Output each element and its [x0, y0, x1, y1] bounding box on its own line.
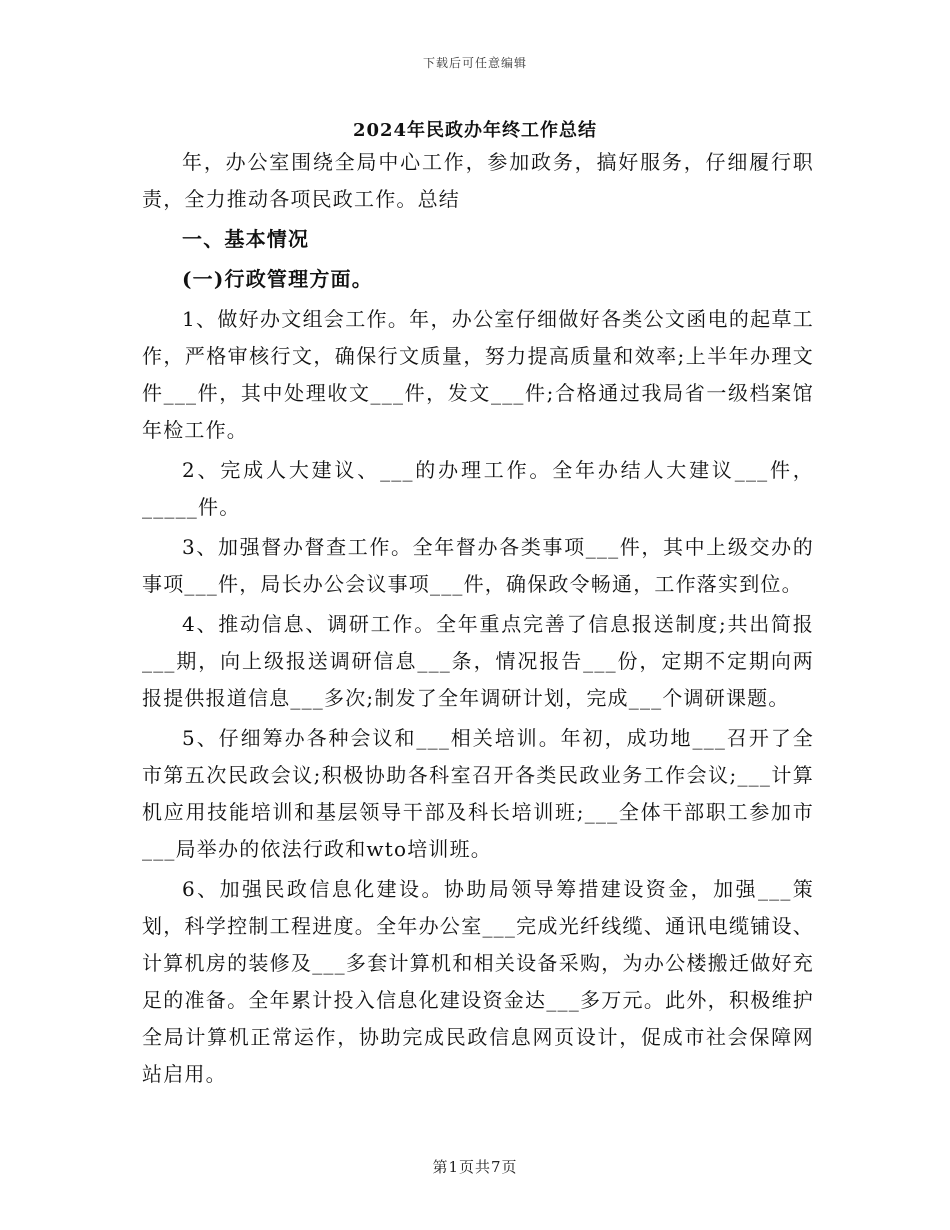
paragraph-item-3: 3、加强督办督查工作。全年督办各类事项___件，其中上级交办的事项___件，局长办公会议事项___件，确保政令畅通，工作落实到位。: [142, 535, 814, 596]
paragraph-item-5: 5、仔细筹办各种会议和___相关培训。年初，成功地___召开了全市第五次民政会议;积极协助各科室召开各类民政业务工作会议;___计算机应用技能培训和基层领导干部及科长培训班;___全体干部职工参加市___局举办的依法行政和wto培训班。: [142, 726, 814, 861]
page-footer-number: 第1页共7页: [432, 1158, 518, 1176]
page-header-note: 下载后可任意编辑: [422, 56, 527, 70]
document-body: [142, 144, 814, 1093]
paragraph-item-4: 4、推动信息、调研工作。全年重点完善了信息报送制度;共出简报___期，向上级报送调研信息___条，情况报告___份，定期不定期向两报提供报道信息___多次;制发了全年调研计划，完成___个调研课题。: [142, 612, 814, 710]
paragraph-item-6: 6、加强民政信息化建设。协助局领导筹措建设资金，加强___策划，科学控制工程进度。全年办公室___完成光纤线缆、通讯电缆铺设、计算机房的装修及___多套计算机和相关设备采购，为办公楼搬迁做好充足的准备。全年累计投入信息化建设资金达___多万元。此外，积极维护全局计算机正常运作，协助完成民政信息网页设计，促成市社会保障网站启用。: [142, 877, 814, 1086]
paragraph-item-1: 1、做好办文组会工作。年，办公室仔细做好各类公文函电的起草工作，严格审核行文，确保行文质量，努力提高质量和效率;上半年办理文件___件，其中处理收文___件，发文___件;合格通过我局省一级档案馆年检工作。: [142, 307, 814, 442]
section-heading: 一、基本情况: [182, 227, 310, 251]
document-title: 2024年民政办年终工作总结: [352, 120, 598, 141]
subsection-heading: (一)行政管理方面。: [182, 267, 373, 291]
paragraph-item-2: 2、完成人大建议、___的办理工作。全年办结人大建议___件，_____件。: [142, 458, 814, 519]
intro-paragraph: 年，办公室围绕全局中心工作，参加政务，搞好服务，仔细履行职责，全力推动各项民政工作。总结: [142, 150, 814, 211]
